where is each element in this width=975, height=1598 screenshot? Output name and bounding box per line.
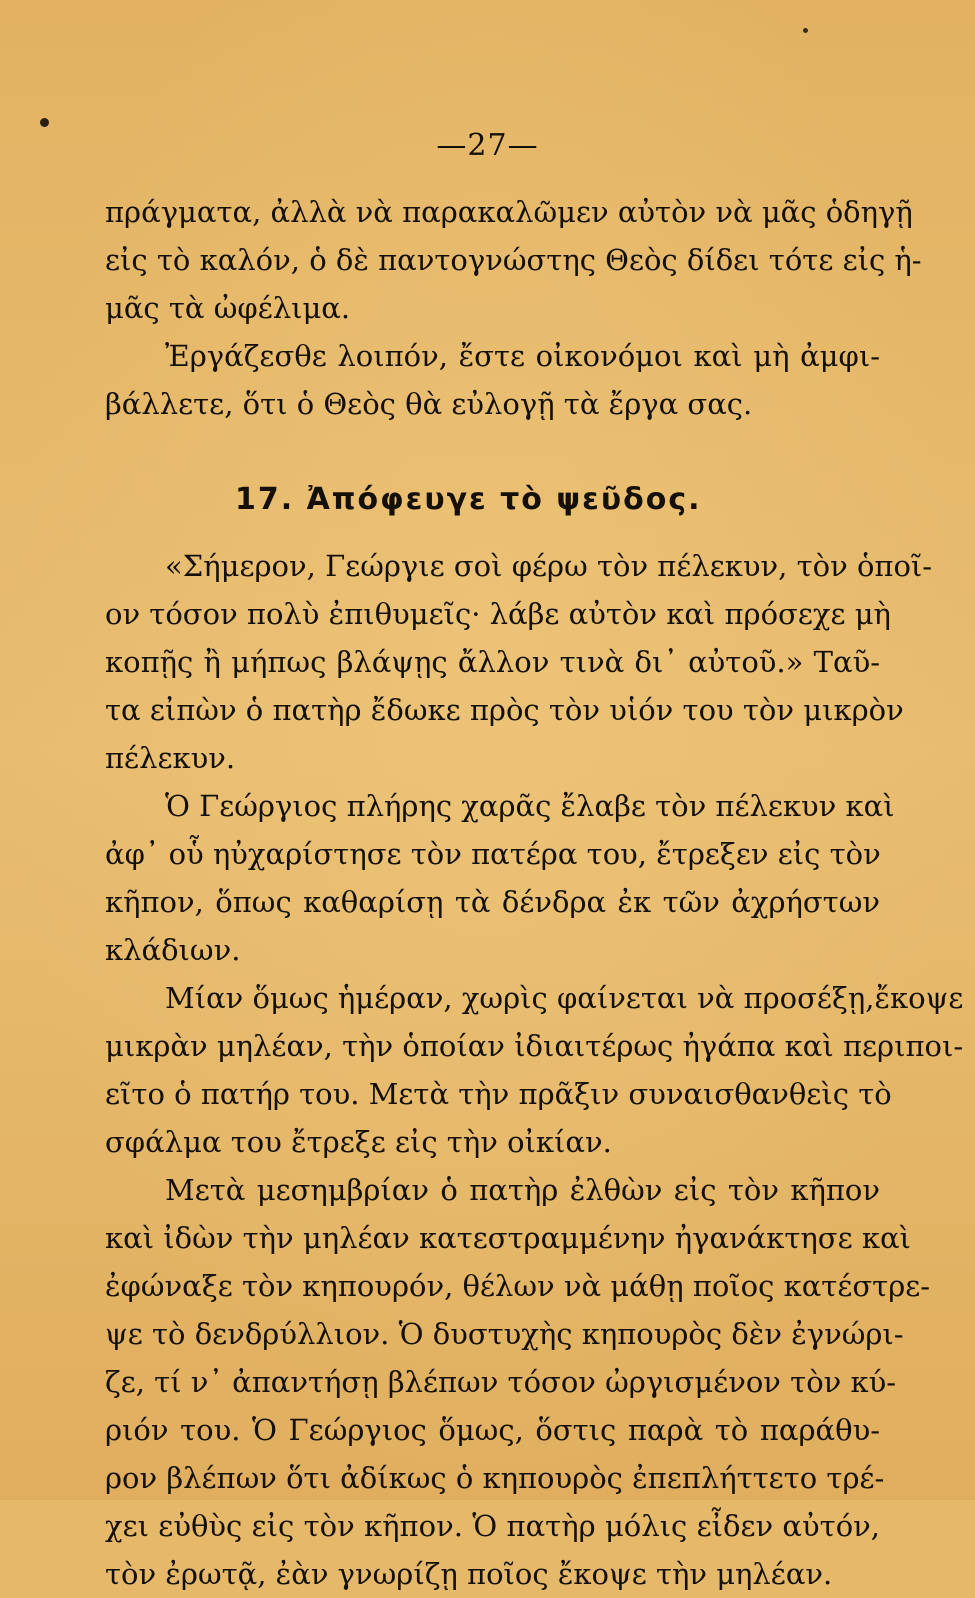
text-line: ριόν του. Ὁ Γεώργιος ὅμως, ὅστις παρὰ τὸ παράθυ-	[105, 1413, 880, 1447]
text-line: πράγματα, ἀλλὰ νὰ παρακαλῶμεν αὐτὸν νὰ μᾶς ὁδηγῇ	[105, 195, 913, 229]
text-line: ἐφώναξε τὸν κηπουρόν, θέλων νὰ μάθῃ ποῖος κατέστρε-	[105, 1269, 931, 1303]
text-line: Ὁ Γεώργιος πλήρης χαρᾶς ἔλαβε τὸν πέλεκυν καὶ	[165, 789, 895, 823]
text-line: ον τόσον πολὺ ἐπιθυμεῖς· λάβε αὐτὸν καὶ πρόσεχε μὴ	[105, 597, 891, 631]
text-line: εἰς τὸ καλόν, ὁ δὲ παντογνώστης Θεὸς δίδει τότε εἰς ἡ-	[105, 243, 922, 277]
ink-spot	[40, 118, 49, 127]
text-line: τα εἰπὼν ὁ πατὴρ ἔδωκε πρὸς τὸν υἱόν του τὸν μικρὸν	[105, 693, 904, 727]
text-line: Ἐργάζεσθε λοιπόν, ἔστε οἰκονόμοι καὶ μὴ ἀμφι-	[165, 339, 880, 373]
text-line: βάλλετε, ὅτι ὁ Θεὸς θὰ εὐλογῇ τὰ ἔργα σας.	[105, 387, 753, 421]
text-line: ψε τὸ δενδρύλλιον. Ὁ δυστυχὴς κηπουρὸς δὲν ἐγνώρι-	[105, 1317, 904, 1351]
body-text	[105, 188, 964, 1598]
text-line: ἀφ᾽ οὗ ηὐχαρίστησε τὸν πατέρα του, ἔτρεξεν εἰς τὸν	[105, 837, 881, 871]
text-line: Μίαν ὅμως ἡμέραν, χωρὶς φαίνεται νὰ προσέξῃ,ἔκοψε	[165, 981, 964, 1015]
text-line: χει εὐθὺς εἰς τὸν κῆπον. Ὁ πατὴρ μόλις εἶδεν αὐτόν,	[105, 1509, 880, 1543]
section-heading: 17. Ἀπόφευγε τὸ ψεῦδος.	[235, 482, 702, 517]
text-line: ρον βλέπων ὅτι ἀδίκως ὁ κηπουρὸς ἐπεπλήττετο τρέ-	[105, 1461, 885, 1495]
text-line: τὸν ἐρωτᾷ, ἐὰν γνωρίζῃ ποῖος ἔκοψε τὴν μηλέαν.	[105, 1557, 833, 1591]
text-line: μικρὰν μηλέαν, τὴν ὁποίαν ἰδιαιτέρως ἠγάπα καὶ περιποι-	[105, 1029, 964, 1063]
text-line: κῆπον, ὅπως καθαρίσῃ τὰ δένδρα ἐκ τῶν ἀχρήστων	[105, 885, 880, 919]
text-line: ζε, τί ν᾽ ἀπαντήσῃ βλέπων τόσον ὠργισμένον τὸν κύ-	[105, 1365, 897, 1399]
text-line: πέλεκυν.	[105, 741, 236, 775]
text-line: καὶ ἰδὼν τὴν μηλέαν κατεστραμμένην ἠγανάκτησε καὶ	[105, 1221, 911, 1255]
text-line: μᾶς τὰ ὠφέλιμα.	[105, 291, 351, 325]
text-line: εῖτο ὁ πατήρ του. Μετὰ τὴν πρᾶξιν συναισθανθεὶς τὸ	[105, 1077, 892, 1111]
text-line: «Σήμερον, Γεώργιε σοὶ φέρω τὸν πέλεκυν, τὸν ὁποῖ-	[165, 549, 933, 583]
text-line: Μετὰ μεσημβρίαν ὁ πατὴρ ἐλθὼν εἰς τὸν κῆπον	[165, 1173, 880, 1207]
page-number: —27—	[436, 128, 539, 163]
text-line: κλάδιων.	[105, 933, 241, 967]
text-line: σφάλμα του ἔτρεξε εἰς τὴν οἰκίαν.	[105, 1125, 612, 1159]
ink-spot-small	[803, 28, 808, 33]
text-line: κοπῇς ἢ μήπως βλάψῃς ἄλλον τινὰ δι᾽ αὐτοῦ.» Ταῦ-	[105, 645, 880, 679]
